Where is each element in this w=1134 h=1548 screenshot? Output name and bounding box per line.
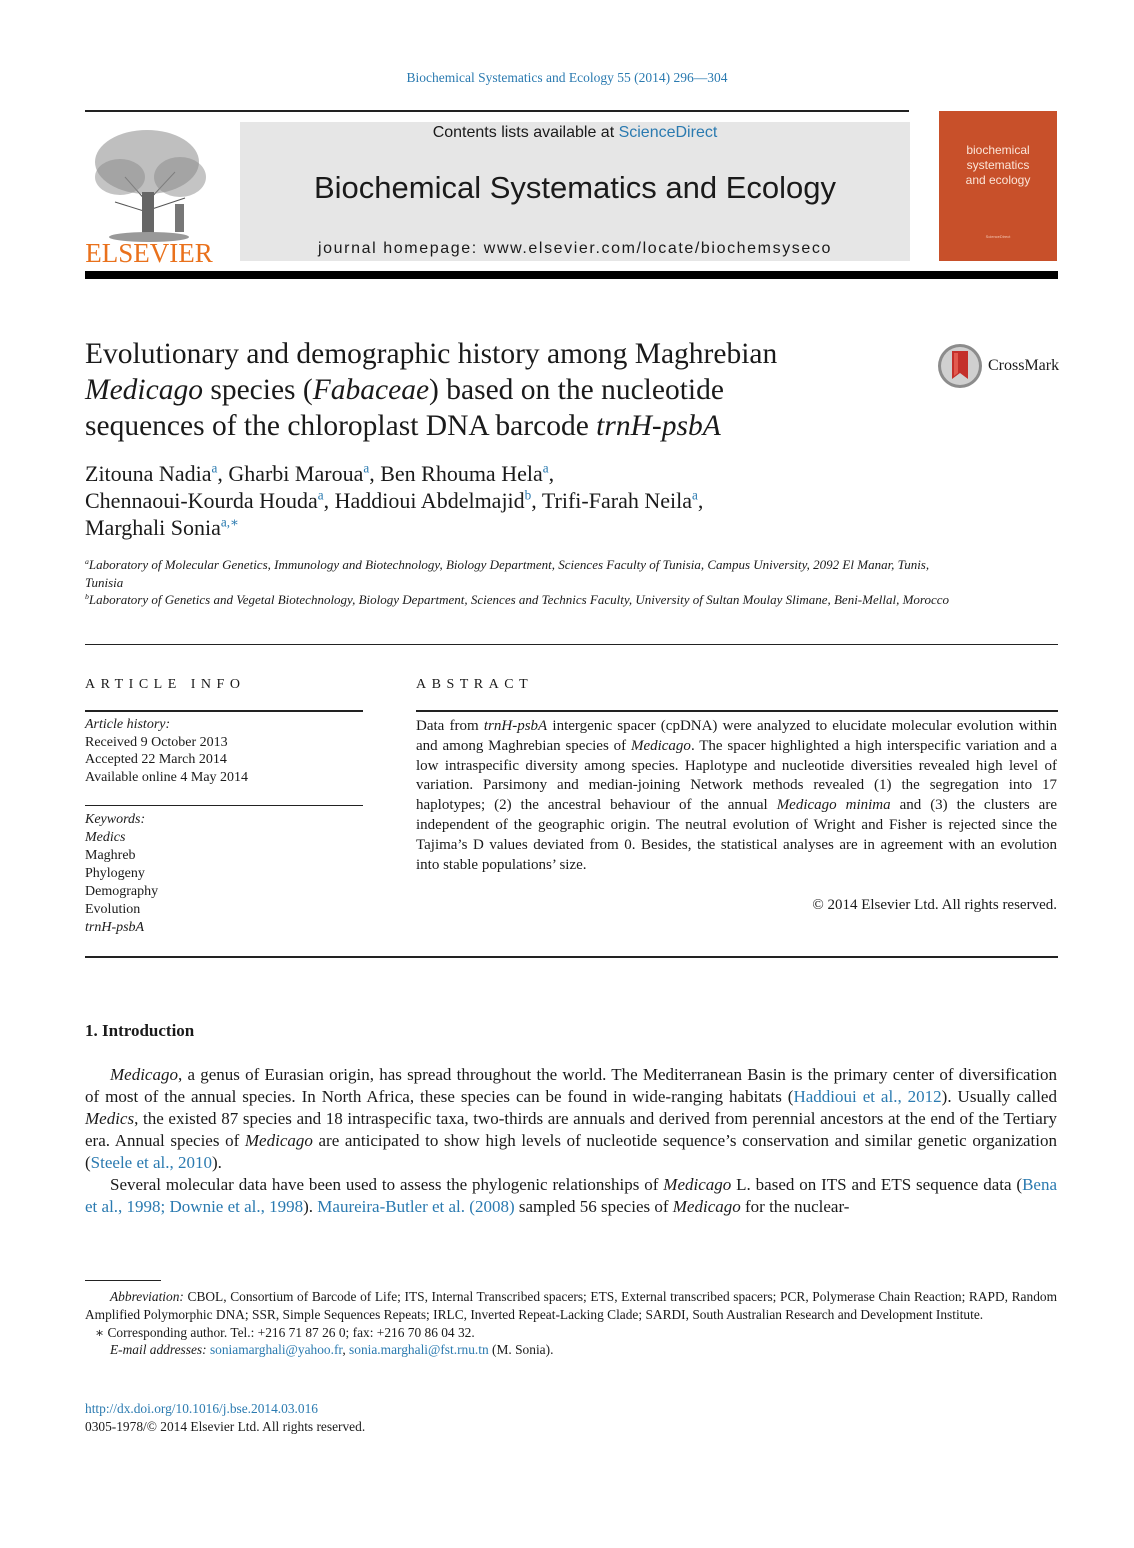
corresponding-author-footnote: ∗ Corresponding author. Tel.: +216 71 87 26 0; fax: +216 70 86 04 32. [95, 1324, 475, 1340]
author-affil-marker[interactable]: a,∗ [220, 514, 239, 530]
keyword: Maghreb [85, 848, 136, 863]
crossmark-label[interactable]: CrossMark [988, 357, 1060, 374]
citation-link[interactable]: Maureira-Butler et al. (2008) [317, 1197, 515, 1216]
sciencedirect-link[interactable]: ScienceDirect [618, 124, 718, 141]
abstract-body: Data from trnH-psbA intergenic spacer (cpDNA) were analyzed to elucidate molecular evolution within and among Maghrebian species of Medicago. The spacer highlighted a high interspecific variation and a low intraspecific diversity among species. Haplotype and nucleotide diversities revealed high level of variation. Parsimony and median-joining Network methods revealed (1) the segregation into 17 haplotypes; (2) the ancestral behaviour of the annual Medicago minima and (3) the clusters are independent of the geographic origin. The neutral evolution of Wright and Fisher is rejected since the Tajima’s D values deviated from 0. Besides, the statistical analyses are in agreement with an evolution into stable populations’ size. [416, 718, 1057, 873]
article-history: Article history: Received 9 October 2013 Accepted 22 March 2014 Available online 4 May 2014 [85, 716, 365, 786]
author[interactable]: Ben Rhouma Hela [380, 461, 543, 486]
keyword: trnH-psbA [85, 920, 145, 935]
citation-link[interactable]: Bena et al., 1998; Downie et al., 1998 [85, 1175, 1058, 1216]
affiliation-rule [85, 644, 1058, 645]
author-affil-marker[interactable]: a [363, 460, 370, 476]
author-affil-marker[interactable]: a [211, 460, 218, 476]
intro-paragraph-1: Medicago, a genus of Eurasian origin, has spread throughout the world. The Mediterranean Basin is the primary center of diversification of most of the annual species. In North Africa, these species can be found in wide-ranging habitats (Haddioui et al., 2012). Usually called Medics, the existed 87 species and 18 intraspecific taxa, two-thirds are annuals and derived from perennial ancestors at the end of the Tertiary era. Annual species of Medicago are anticipated to show high levels of nucleotide sequence’s conservation and similar genetic organization (Steele et al., 2010). [85, 1065, 1057, 1172]
journal-cover-publisher: ScienceDirect [985, 234, 1011, 239]
journal-title: Biochemical Systematics and Ecology [313, 170, 837, 205]
keyword: Evolution [85, 902, 141, 917]
citation-link[interactable]: Steele et al., 2010 [90, 1153, 212, 1172]
abstract-end-rule [85, 956, 1058, 958]
article-info-rule [85, 710, 363, 712]
affiliation-a: $^a$Laboratory of Molecular Genetics, Immunology and Biotechnology, Biology Department, Sciences Faculty of Tunisia, Campus University, 2092 El Manar, Tunis, Tunisia [85, 556, 930, 590]
email-link[interactable]: sonia.marghali@fst.rnu.tn [349, 1342, 489, 1358]
email-footnote: E-mail addresses: soniamarghali@yahoo.fr, sonia.marghali@fst.rnu.tn (M. Sonia). [110, 1342, 554, 1358]
abstract-rule [416, 710, 1058, 712]
author[interactable]: Chennaoui-Kourda Houda [85, 488, 318, 513]
journal-cover-text: biochemical systematics and ecology [965, 143, 1031, 187]
header-top-rule [85, 110, 909, 112]
citation-link[interactable]: Haddioui et al., 2012 [793, 1087, 942, 1106]
issn-line: 0305-1978/© 2014 Elsevier Ltd. All rights reserved. [85, 1419, 366, 1434]
author-affil-marker[interactable]: a [542, 460, 549, 476]
contents-line: Contents lists available at ScienceDirect [432, 124, 718, 141]
footnote-rule [85, 1280, 161, 1281]
keywords-rule [85, 805, 363, 806]
doi-block [85, 1400, 365, 1436]
author[interactable]: Trifi-Farah Neila [541, 488, 692, 513]
keyword: Phylogeny [85, 866, 145, 881]
article-title: Evolutionary and demographic history among Maghrebian Medicago species (Fabaceae) based on the nucleotide sequences of the chloroplast DNA barcode trnH-psbA [85, 338, 778, 442]
keyword: Medics [85, 830, 126, 845]
author[interactable]: Zitouna Nadia [85, 461, 212, 486]
history-online: Available online 4 May 2014 [85, 769, 249, 785]
crossmark-icon[interactable] [937, 343, 983, 389]
journal-homepage[interactable]: journal homepage: www.elsevier.com/locate/biochemsyseco [318, 240, 832, 257]
abstract-copyright: © 2014 Elsevier Ltd. All rights reserved. [812, 897, 1057, 913]
affiliations [85, 556, 965, 609]
journal-citation-link[interactable]: Biochemical Systematics and Ecology 55 (2014) 296—304 [406, 70, 728, 85]
affiliation-b: $^b$Laboratory of Genetics and Vegetal Biotechnology, Biology Department, Sciences and Technics Faculty, University of Sultan Moulay Slimane, Beni-Mellal, Morocco [85, 591, 950, 607]
abbreviation-footnote: Abbreviation: CBOL, Consortium of Barcode of Life; ITS, Internal Transcribed spacers; ETS, External transcribed spacers; PCR, Polymerase Chain Reaction; RAPD, Random Amplified Polymorphic DNA; SSR, Simple Sequences Repeats; IRLC, Inverted Repeat-Lacking Clade; SARDI, South Australian Research and Development Institute. [85, 1289, 1057, 1322]
history-accepted: Accepted 22 March 2014 [85, 752, 227, 768]
email-link[interactable]: soniamarghali@yahoo.fr [209, 1342, 343, 1358]
author-affil-marker[interactable]: b [524, 487, 532, 503]
article-info-heading: ARTICLE INFO [85, 677, 246, 692]
author[interactable]: Gharbi Maroua [228, 461, 364, 486]
doi-link[interactable]: http://dx.doi.org/10.1016/j.bse.2014.03.016 [85, 1401, 318, 1416]
author-affil-marker[interactable]: a [317, 487, 324, 503]
elsevier-wordmark: ELSEVIER [85, 238, 213, 268]
introduction-heading: 1. Introduction [85, 1021, 195, 1040]
footnotes [85, 1288, 1057, 1359]
author[interactable]: Marghali Sonia [85, 515, 221, 540]
author[interactable]: Haddioui Abdelmajid [334, 488, 525, 513]
author-affil-marker[interactable]: a [691, 487, 698, 503]
keyword: Demography [85, 884, 159, 899]
keywords-list: Keywords: Medics Maghreb Phylogeny Demography Evolution trnH-psbA [85, 811, 365, 937]
header-thick-rule [85, 271, 1058, 279]
author-list: Zitouna Nadia$^a$, Gharbi Maroua$^a$, Ben Rhouma Hela$^a$, Chennaoui-Kourda Houda$^a$, Haddioui Abdelmajid$^b$, Trifi-Farah Neila$^a$, Marghali Sonia$^{a,∗}$ [85, 460, 704, 540]
intro-paragraph-2: Several molecular data have been used to assess the phylogenic relationships of Medicago L. based on ITS and ETS sequence data (Bena et al., 1998; Downie et al., 1998). Maureira-Butler et al. (2008) sampled 56 species of Medicago for the nuclear- [85, 1175, 1058, 1216]
abstract-heading: ABSTRACT [416, 677, 534, 692]
introduction-body [85, 1064, 1057, 1218]
history-received: Received 9 October 2013 [85, 734, 228, 750]
